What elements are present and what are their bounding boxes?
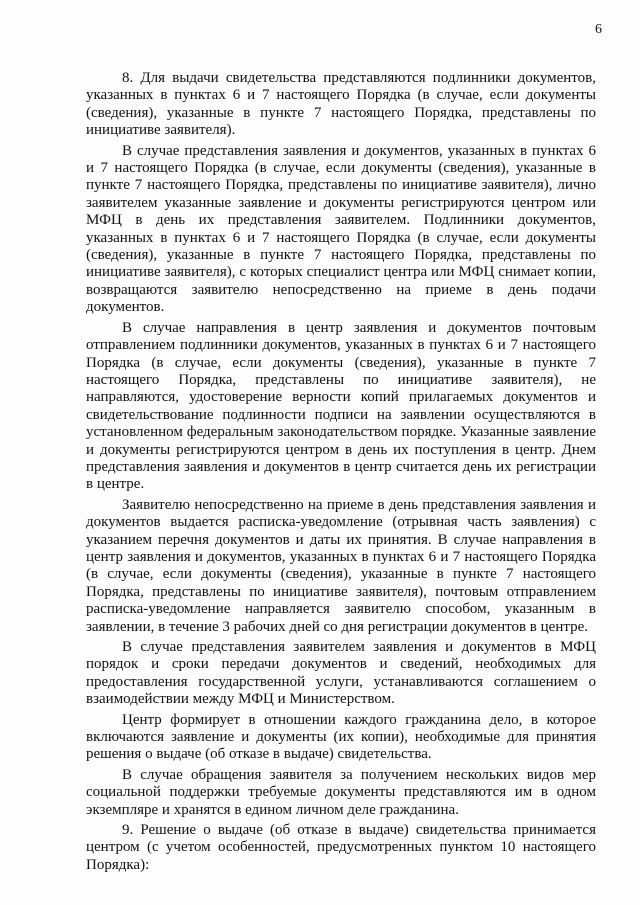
document-body xyxy=(86,70,596,877)
paragraph-8: 8. Для выдачи свидетельства представляются подлинники документов, указанных в пунктах 6 и 7 настоящего Порядка (в случае, если документы (сведения), указанные в пункте 7 настоящего Порядка, представлены по инициативе заявителя). xyxy=(86,70,596,139)
paragraph-postal-submission: В случае направления в центр заявления и документов почтовым отправлением подлинники документов, указанных в пунктах 6 и 7 настоящего Порядка (в случае, если документы (сведения), указанные в пункте 7 настоящего Порядка, представлены по инициативе заявителя), не направляются, удостоверение верности копий прилагаемых документов и свидетельствование подлинности подписи на заявлении осуществляются в установленном федеральным законодательством порядке. Указанные заявление и документы регистрируются центром в день их поступления в центр. Днем представления заявления и документов в центр считается день их регистрации в центре. xyxy=(86,319,596,493)
paragraph-mfc-submission: В случае представления заявителем заявления и документов в МФЦ порядок и сроки передачи документов и сведений, необходимых для предоставления государственной услуги, устанавливаются соглашением о взаимодействии между МФЦ и Министерством. xyxy=(86,639,596,708)
paragraph-9: 9. Решение о выдаче (об отказе в выдаче) свидетельства принимается центром (с учетом особенностей, предусмотренных пунктом 10 настоящего Порядка): xyxy=(86,822,596,873)
paragraph-personal-submission: В случае представления заявления и документов, указанных в пунктах 6 и 7 настоящего Порядка (в случае, если документы (сведения), указанные в пункте 7 настоящего Порядка, представлены по инициативе заявителя), лично заявителем указанные заявление и документы регистрируются центром или МФЦ в день их представления заявителем. Подлинники документов, указанных в пунктах 6 и 7 настоящего Порядка (в случае, если документы (сведения), указанные в пункте 7 настоящего Порядка, представлены по инициативе заявителя), с которых специалист центра или МФЦ снимает копии, возвращаются заявителю непосредственно на приеме в день подачи документов. xyxy=(86,142,596,316)
page-number: 6 xyxy=(595,22,602,37)
paragraph-multiple-measures: В случае обращения заявителя за получением нескольких видов мер социальной поддержки требуемые документы представляются им в одном экземпляре и хранятся в едином личном деле гражданина. xyxy=(86,766,596,818)
paragraph-receipt-notice: Заявителю непосредственно на приеме в день представления заявления и документов выдается расписка-уведомление (отрывная часть заявления) с указанием перечня документов и даты их принятия. В случае направления в центр заявления и документов, указанных в пунктах 6 и 7 настоящего Порядка (в случае, если документы (сведения), указанные в пункте 7 настоящего Порядка, представлены по инициативе заявителя), почтовым отправлением расписка-уведомление направляется заявителю способом, указанным в заявлении, в течение 3 рабочих дней со дня регистрации документов в центре. xyxy=(86,496,596,635)
paragraph-case-file: Центр формирует в отношении каждого гражданина дело, в которое включаются заявление и документы (их копии), необходимые для принятия решения о выдаче (об отказе в выдаче) свидетельства. xyxy=(86,711,596,763)
